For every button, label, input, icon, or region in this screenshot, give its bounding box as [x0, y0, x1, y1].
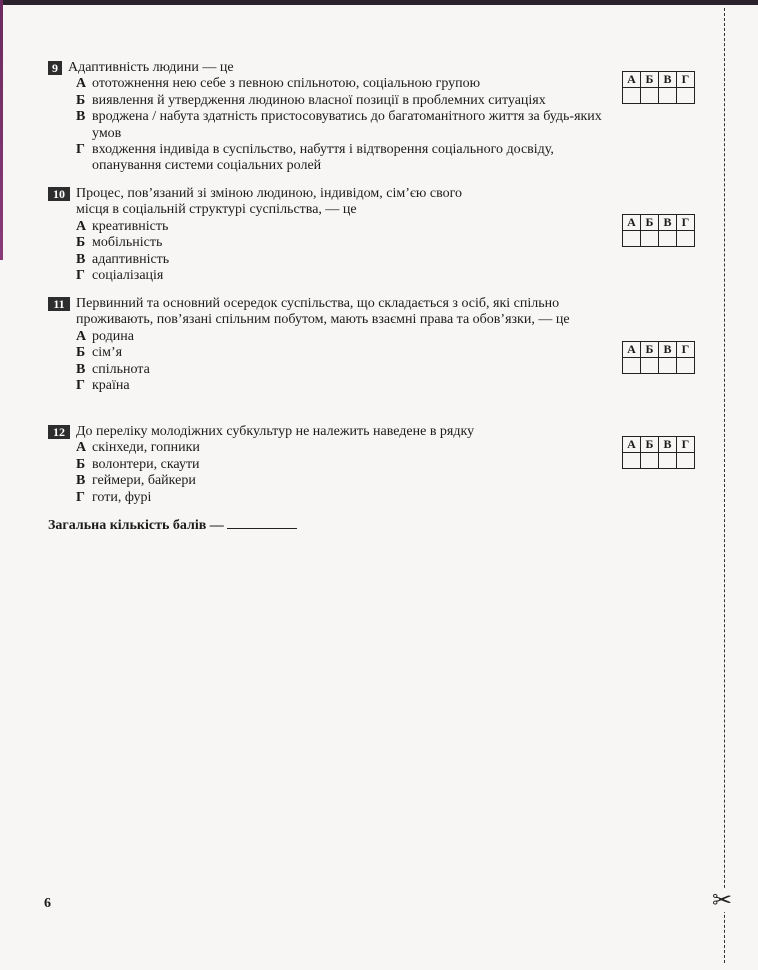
answer-cell-a[interactable]: [623, 453, 641, 469]
option-list: [48, 76, 608, 174]
cut-line: [724, 8, 725, 963]
question-9: [48, 60, 608, 175]
option-b: Б виявлення й утвердження людиною власної позиції в проблемних ситуаціях: [76, 92, 546, 108]
option-b: Б сім’я: [76, 345, 123, 361]
scissors-icon: ✂: [712, 886, 733, 914]
option-list: [48, 219, 608, 285]
option-g: Г входження індивіда в суспільство, набуття і відтворення соціального досвіду, опанування системи соціальних ролей: [76, 142, 554, 174]
answer-header-v: В: [659, 215, 677, 231]
answer-header-b: Б: [641, 72, 659, 88]
answer-cell-g[interactable]: [677, 88, 695, 104]
option-v: В спільнота: [76, 361, 150, 377]
total-score-field[interactable]: [227, 516, 297, 529]
question-text: Процес, пов’язаний зі зміною людиною, індивідом, сім’єю свого місця в соціальній структурі суспільства, — це: [76, 186, 462, 218]
option-a: А ототожнення нею себе з певною спільнотою, соціальною групою: [76, 76, 481, 92]
question-stem: [48, 296, 608, 329]
answer-grid-10: [622, 214, 695, 247]
answer-cell-v[interactable]: [659, 88, 677, 104]
answer-grid-header: [623, 215, 695, 231]
question-11: [48, 296, 608, 394]
answer-header-a: А: [623, 72, 641, 88]
option-g: Г готи, фурі: [76, 489, 152, 505]
total-score-label: Загальна кількість балів —: [48, 518, 224, 533]
answer-header-b: Б: [641, 437, 659, 453]
option-list: [48, 329, 608, 395]
answer-header-a: А: [623, 215, 641, 231]
left-page-edge: [0, 0, 3, 260]
option-a: А креативність: [76, 218, 169, 234]
question-text: До переліку молодіжних субкультур не належить наведене в рядку: [76, 424, 475, 439]
option-v: В адаптивність: [76, 251, 170, 267]
answer-grid-cells[interactable]: [623, 231, 695, 247]
question-number: 12: [48, 425, 70, 439]
answer-header-g: Г: [677, 72, 695, 88]
answer-cell-a[interactable]: [623, 358, 641, 374]
question-number: 11: [48, 297, 70, 311]
option-g: Г країна: [76, 378, 130, 394]
answer-grid-12: [622, 436, 695, 469]
question-text: Адаптивність людини — це: [68, 60, 234, 75]
option-b: Б мобільність: [76, 235, 163, 251]
answer-grid-9: [622, 71, 695, 104]
answer-header-v: В: [659, 72, 677, 88]
option-b: Б волонтери, скаути: [76, 456, 200, 472]
answer-cell-b[interactable]: [641, 358, 659, 374]
answer-grid-11: [622, 341, 695, 374]
answer-grid-header: [623, 437, 695, 453]
answer-header-g: Г: [677, 342, 695, 358]
answer-header-b: Б: [641, 215, 659, 231]
answer-header-g: Г: [677, 437, 695, 453]
option-v: В вроджена / набута здатність пристосовуватись до багатоманітного життя за будь-яких умов: [76, 109, 602, 141]
total-score: [48, 516, 297, 534]
answer-cell-a[interactable]: [623, 88, 641, 104]
option-a: А родина: [76, 328, 134, 344]
page-number: 6: [44, 896, 51, 911]
answer-header-g: Г: [677, 215, 695, 231]
option-v: В геймери, байкери: [76, 473, 196, 489]
answer-grid-cells[interactable]: [623, 88, 695, 104]
answer-cell-b[interactable]: [641, 88, 659, 104]
question-number: 10: [48, 187, 70, 201]
answer-cell-v[interactable]: [659, 231, 677, 247]
answer-header-b: Б: [641, 342, 659, 358]
question-10: [48, 186, 608, 284]
answer-cell-v[interactable]: [659, 453, 677, 469]
question-stem: [48, 424, 608, 440]
option-list: [48, 440, 608, 506]
answer-cell-g[interactable]: [677, 358, 695, 374]
answer-header-v: В: [659, 437, 677, 453]
question-12: [48, 424, 608, 506]
answer-grid-cells[interactable]: [623, 358, 695, 374]
question-text: Первинний та основний осередок суспільства, що складається з осіб, які спільно проживають, пов’язані спільним побутом, мають взаємні права та обов’язки, — це: [76, 296, 570, 328]
answer-cell-v[interactable]: [659, 358, 677, 374]
question-number: 9: [48, 61, 62, 75]
option-g: Г соціалізація: [76, 268, 164, 284]
answer-cell-g[interactable]: [677, 231, 695, 247]
option-a: А скінхеди, гопники: [76, 440, 200, 456]
question-stem: [48, 60, 608, 76]
answer-cell-g[interactable]: [677, 453, 695, 469]
answer-grid-header: [623, 342, 695, 358]
answer-header-a: А: [623, 437, 641, 453]
answer-cell-b[interactable]: [641, 453, 659, 469]
question-stem: [48, 186, 608, 219]
answer-header-v: В: [659, 342, 677, 358]
top-border: [0, 0, 758, 5]
answer-grid-cells[interactable]: [623, 453, 695, 469]
answer-cell-a[interactable]: [623, 231, 641, 247]
answer-grid-header: [623, 72, 695, 88]
answer-header-a: А: [623, 342, 641, 358]
answer-cell-b[interactable]: [641, 231, 659, 247]
